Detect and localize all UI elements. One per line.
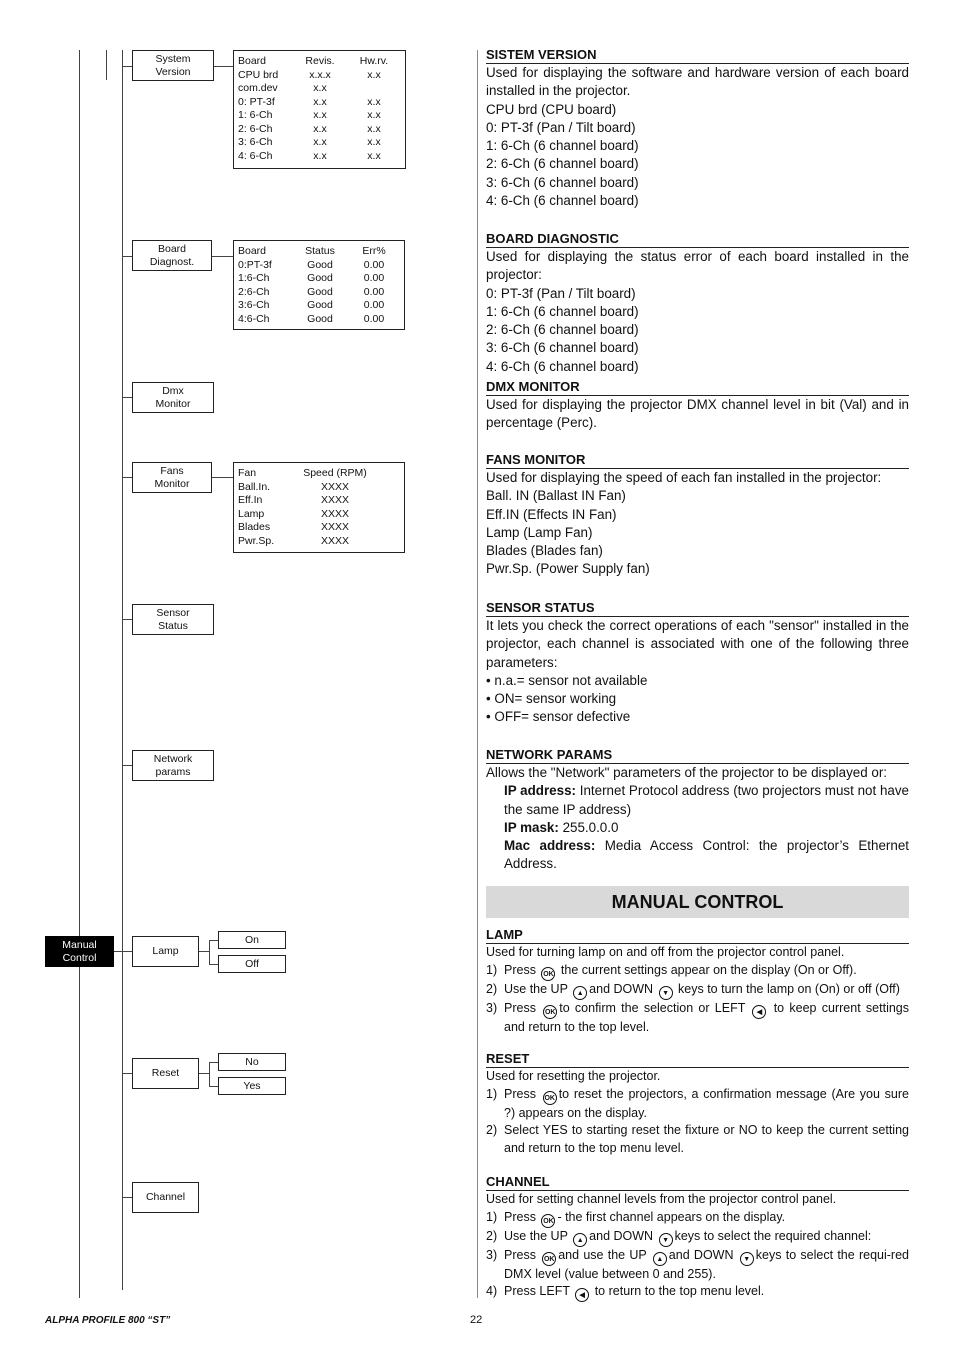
step-text: the current settings appear on the display (On or Off). (557, 962, 857, 977)
table-cell: 3: 6-Ch (238, 136, 273, 148)
step-number: 3) (486, 1247, 498, 1262)
up-key-icon: ▲ (573, 1233, 587, 1247)
menu-fans-monitor[interactable] (132, 462, 212, 493)
table-cell: 1: 6-Ch (238, 109, 273, 121)
step-text: Press (504, 1247, 541, 1262)
down-key-icon: ▼ (659, 986, 673, 1000)
network-item-label: IP address: (504, 783, 576, 799)
line: 2: 6-Ch (6 channel board) (486, 322, 639, 338)
lamp-option-on[interactable]: On (218, 931, 286, 949)
table-row (238, 259, 402, 273)
table-row (238, 82, 402, 96)
table-cell: 0: PT-3f (238, 95, 275, 108)
section-text: Used for displaying the speed of each fan installed in the projector: (486, 470, 882, 485)
table-cell: 2:6-Ch (238, 285, 270, 298)
table-cell: x.x (367, 149, 381, 162)
up-key-icon: ▲ (653, 1252, 667, 1266)
tree-branch-line (122, 50, 123, 1290)
tree-sub-line (106, 50, 107, 80)
menu-label-line: Status (158, 619, 188, 632)
table-header-row (238, 55, 402, 69)
table-cell: x.x (367, 109, 381, 121)
section-title: BOARD DIAGNOSTIC (486, 231, 909, 248)
menu-label-line: Dmx (162, 384, 184, 397)
table-row (238, 96, 402, 110)
network-item-text: 255.0.0.0 (558, 819, 619, 835)
table-cell: 0.00 (363, 272, 385, 284)
table-cell: XXXX (320, 494, 349, 506)
table-row (238, 136, 402, 150)
step-number: 4) (486, 1284, 498, 1299)
fans-monitor-display (233, 462, 405, 553)
table-row (238, 123, 402, 137)
step-text: and use the UP (558, 1247, 651, 1262)
line: 3: 6-Ch (6 channel board) (486, 174, 639, 190)
step-text: Press (504, 1209, 540, 1224)
step-text: Use the UP (504, 1228, 572, 1243)
section-text: Used for setting channel levels from the projector control panel. (486, 1192, 837, 1206)
connector (209, 964, 218, 965)
table-cell: x.x (313, 82, 327, 94)
step (486, 1000, 909, 1037)
connector (212, 256, 234, 257)
step-text: and DOWN (668, 1247, 738, 1262)
table-cell: Err% (362, 245, 386, 257)
ok-key-icon: OK (543, 1091, 557, 1105)
table-cell: 3:6-Ch (238, 299, 270, 311)
table-cell: Good (307, 272, 333, 284)
connector (122, 765, 132, 766)
tree-main-line (79, 50, 80, 1298)
step-text: Use the UP (504, 981, 572, 996)
left-key-icon: ◀ (752, 1005, 766, 1019)
step-text: Press (504, 1000, 542, 1015)
connector (122, 256, 132, 257)
down-key-icon: ▼ (659, 1233, 673, 1247)
menu-label-line: Monitor (155, 397, 191, 410)
line: 0: PT-3f (Pan / Tilt board) (486, 119, 636, 135)
table-cell: 2: 6-Ch (238, 122, 273, 135)
step (486, 1228, 909, 1247)
lamp-option-off[interactable]: Off (218, 955, 286, 973)
step (486, 962, 909, 981)
menu-label-line: Network (153, 752, 193, 765)
connector (122, 477, 132, 478)
step-number: 1) (486, 1209, 498, 1224)
menu-label: Channel (145, 1191, 186, 1203)
table-cell: Board (238, 245, 267, 257)
down-key-icon: ▼ (740, 1252, 754, 1266)
table-cell: x.x (367, 68, 381, 81)
reset-option-yes[interactable]: Yes (218, 1077, 286, 1095)
section-text: It lets you check the correct operations of each "sensor" installed in the projector, each channel is associated with one of the following three parameters: (486, 618, 909, 670)
line: Blades (Blades fan) (486, 543, 603, 559)
line: 0: PT-3f (Pan / Tilt board) (486, 285, 636, 301)
menu-label-line: Control (62, 951, 97, 964)
line: • OFF= sensor defective (486, 709, 631, 725)
board-diagnost-table (238, 245, 402, 326)
step-text: keys to select the requi-red DMX level (value between 0 and 255). (504, 1247, 909, 1281)
footer-page-number: 22 (470, 1314, 483, 1326)
reset-option-no[interactable]: No (218, 1053, 286, 1071)
step (486, 1209, 909, 1228)
table-cell: Fan (238, 467, 257, 479)
line: Ball. IN (Ballast IN Fan) (486, 488, 626, 504)
table-row (238, 286, 402, 300)
table-cell: 4:6-Ch (238, 312, 270, 325)
table-row (238, 535, 372, 549)
table-cell: Revis. (305, 55, 335, 67)
table-cell: 4: 6-Ch (238, 149, 273, 162)
connector (214, 66, 234, 67)
line: CPU brd (CPU board) (486, 101, 617, 117)
connector (122, 397, 132, 398)
menu-network-params[interactable] (132, 750, 214, 781)
table-cell: XXXX (320, 507, 349, 520)
connector (209, 1062, 210, 1086)
menu-label-line: params (155, 765, 191, 778)
step-text: to reset the projectors, a confirmation message (Are you sure ?) appears on the display. (504, 1086, 909, 1120)
step (486, 1122, 909, 1157)
section-title: DMX MONITOR (486, 379, 909, 396)
section-sistem-version (486, 47, 909, 210)
menu-label-line: Monitor (154, 477, 190, 490)
section-network-params (486, 747, 909, 874)
line: Pwr.Sp. (Power Supply fan) (486, 561, 650, 577)
system-version-display (233, 50, 406, 169)
step-number: 2) (486, 1123, 498, 1138)
menu-manual-control[interactable] (45, 936, 114, 967)
table-header-row (238, 467, 372, 481)
board-diagnost-display (233, 240, 405, 330)
step-number: 2) (486, 1228, 498, 1243)
table-row (238, 494, 372, 508)
step-text: keys to select the required channel: (674, 1228, 872, 1243)
step-text: keys to turn the lamp on (On) or off (Off) (674, 981, 900, 996)
table-cell: 0:PT-3f (238, 258, 272, 271)
ok-key-icon: OK (541, 967, 555, 981)
table-cell: 0.00 (363, 299, 385, 311)
table-cell: x.x (313, 122, 327, 135)
table-row (238, 272, 402, 286)
line: 2: 6-Ch (6 channel board) (486, 156, 639, 172)
section-text: Used for turning lamp on and off from the projector control panel. (486, 945, 845, 959)
network-item-label: IP mask: (504, 819, 559, 835)
table-cell: Speed (RPM) (303, 467, 367, 479)
menu-channel[interactable] (132, 1182, 199, 1213)
section-lamp (486, 927, 909, 1036)
table-cell: x.x (367, 95, 381, 108)
line: 4: 6-Ch (6 channel board) (486, 358, 639, 374)
step-text: and DOWN (589, 1228, 657, 1243)
line: 1: 6-Ch (6 channel board) (486, 303, 639, 319)
step-number: 3) (486, 1000, 498, 1015)
table-cell: XXXX (320, 534, 349, 547)
table-cell: Lamp (238, 507, 265, 520)
table-row (238, 109, 402, 123)
step-text: Press (504, 962, 540, 977)
connector (209, 1086, 218, 1087)
table-cell: 1:6-Ch (238, 272, 270, 284)
step (486, 981, 909, 1000)
line: 3: 6-Ch (6 channel board) (486, 340, 639, 356)
step-text: Press (504, 1086, 541, 1101)
menu-reset[interactable] (132, 1058, 199, 1089)
menu-board-diagnost[interactable] (132, 240, 212, 271)
table-cell: x.x (313, 149, 327, 162)
step-text: and DOWN (589, 981, 657, 996)
table-cell: x.x (313, 109, 327, 121)
line: 1: 6-Ch (6 channel board) (486, 138, 639, 154)
section-text: Used for displaying the software and hardware version of each board installed in the projector. (486, 65, 909, 99)
ok-key-icon: OK (543, 1005, 557, 1019)
table-cell: 0.00 (363, 258, 385, 271)
table-row (238, 299, 402, 313)
connector (122, 66, 132, 67)
step (486, 1086, 909, 1123)
table-cell: Good (307, 258, 333, 271)
network-item-label: Mac address: (504, 838, 596, 854)
section-board-diagnostic (486, 231, 909, 376)
step-text: to keep current settings and return to the top level. (504, 1000, 910, 1034)
step-number: 1) (486, 962, 498, 977)
connector (212, 477, 234, 478)
network-item (486, 819, 909, 837)
menu-lamp[interactable] (132, 936, 199, 967)
menu-label-line: Fans (160, 464, 184, 477)
network-item (486, 837, 909, 874)
section-text: Allows the "Network" parameters of the projector to be displayed or: (486, 765, 887, 780)
table-cell: Pwr.Sp. (238, 534, 275, 547)
section-title: SENSOR STATUS (486, 600, 909, 617)
menu-system-version[interactable] (132, 50, 214, 81)
table-cell: Ball.In. (238, 480, 271, 493)
table-cell: x.x (367, 136, 381, 148)
table-cell (346, 82, 402, 96)
table-cell: x.x.x (309, 68, 331, 81)
step-text: to confirm the selection or LEFT (559, 1000, 751, 1015)
table-cell: Blades (238, 521, 271, 533)
manual-control-banner: MANUAL CONTROL (486, 886, 909, 918)
step-number: 1) (486, 1086, 498, 1101)
table-row (238, 481, 372, 495)
menu-label-line: Sensor (156, 606, 190, 619)
connector (122, 1073, 132, 1074)
network-item-text: Media Access Control: the projector’s Ethernet Address. (504, 838, 909, 872)
table-cell: x.x (367, 122, 381, 135)
section-channel (486, 1174, 909, 1302)
table-row (238, 521, 372, 535)
fans-monitor-table (238, 467, 372, 548)
step (486, 1247, 909, 1284)
section-title: RESET (486, 1051, 909, 1068)
step (486, 1283, 909, 1302)
system-version-table (238, 55, 402, 163)
section-text: Used for displaying the projector DMX channel level in bit (Val) and in percentage (Perc). (486, 397, 909, 431)
table-cell: XXXX (320, 521, 349, 533)
connector (122, 619, 132, 620)
section-text: Used for resetting the projector. (486, 1069, 661, 1083)
table-cell: com.dev (238, 82, 278, 94)
menu-label-line: Version (155, 65, 191, 78)
footer-product: ALPHA PROFILE 800 “ST” (45, 1315, 171, 1326)
table-row (238, 69, 402, 83)
connector (114, 951, 132, 952)
section-title: CHANNEL (486, 1174, 909, 1191)
left-key-icon: ◀ (575, 1288, 589, 1302)
step-text: Press LEFT (504, 1284, 574, 1299)
table-cell: Board (238, 55, 267, 67)
line: Lamp (Lamp Fan) (486, 524, 593, 540)
section-text: Used for displaying the status error of each board installed in the projector: (486, 249, 909, 283)
connector (199, 1073, 209, 1074)
connector (122, 1197, 132, 1198)
section-title: SISTEM VERSION (486, 47, 909, 64)
network-item (486, 782, 909, 819)
step-number: 2) (486, 981, 498, 996)
table-header-row (238, 245, 402, 259)
table-row (238, 313, 402, 327)
table-cell: CPU brd (238, 68, 279, 81)
section-title: NETWORK PARAMS (486, 747, 909, 764)
connector (209, 940, 210, 964)
connector (199, 951, 209, 952)
menu-sensor-status[interactable] (132, 604, 214, 635)
table-cell: 0.00 (363, 285, 385, 298)
table-row (238, 508, 372, 522)
menu-label: Reset (151, 1067, 180, 1079)
connector (209, 1062, 218, 1063)
menu-label-line: Diagnost. (149, 255, 195, 268)
column-divider (477, 50, 478, 1298)
table-cell: Good (307, 299, 333, 311)
section-sensor-status (486, 600, 909, 727)
ok-key-icon: OK (542, 1252, 556, 1266)
table-cell: Status (305, 245, 335, 257)
section-dmx-monitor (486, 379, 909, 433)
table-row (238, 150, 402, 164)
table-cell: x.x (313, 136, 327, 148)
step-text: Select YES to starting reset the fixture or NO to keep the current setting and return to the top menu level. (504, 1123, 909, 1156)
connector (209, 940, 218, 941)
menu-label-line: Board (157, 242, 187, 255)
step-text: - the first channel appears on the display. (557, 1209, 786, 1224)
network-item-text: Internet Protocol address (two projectors must not have the same IP address) (504, 783, 909, 817)
section-reset (486, 1051, 909, 1158)
menu-label: Lamp (152, 945, 179, 957)
table-cell: 0.00 (363, 312, 385, 325)
menu-label-line: Manual (62, 938, 97, 951)
line: 4: 6-Ch (6 channel board) (486, 193, 639, 209)
table-cell: Eff.In (238, 494, 263, 506)
section-fans-monitor (486, 452, 909, 579)
table-cell: XXXX (320, 480, 349, 493)
section-title: LAMP (486, 927, 909, 944)
section-title: FANS MONITOR (486, 452, 909, 469)
table-cell: Hw.rv. (359, 55, 389, 67)
ok-key-icon: OK (541, 1214, 555, 1228)
table-cell: Good (307, 312, 333, 325)
up-key-icon: ▲ (573, 986, 587, 1000)
table-cell: Good (307, 285, 333, 298)
step-text: to return to the top menu level. (591, 1284, 765, 1299)
line: Eff.IN (Effects IN Fan) (486, 506, 617, 522)
line: • ON= sensor working (486, 691, 617, 707)
line: • n.a.= sensor not available (486, 672, 648, 688)
menu-dmx-monitor[interactable] (132, 382, 214, 413)
table-cell: x.x (313, 95, 327, 108)
menu-label-line: System (155, 52, 191, 65)
